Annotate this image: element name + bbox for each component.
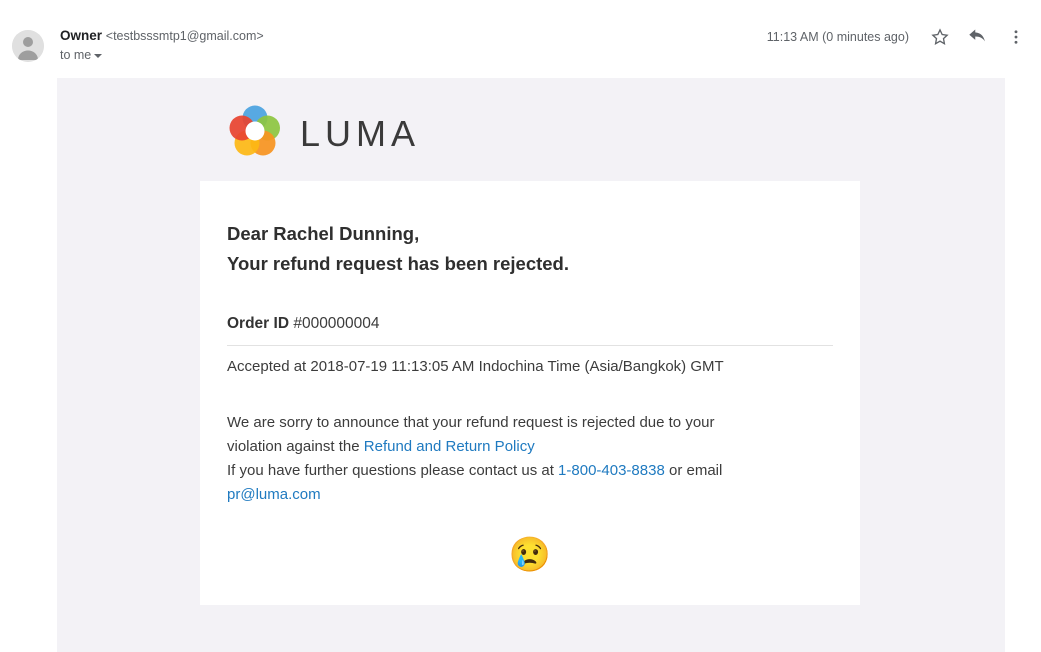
email-card xyxy=(200,181,860,605)
recipient-row[interactable] xyxy=(60,48,264,62)
order-id-value: #000000004 xyxy=(293,315,380,332)
luma-ring-logo-icon xyxy=(226,102,284,165)
support-email-link[interactable]: pr@luma.com xyxy=(227,486,321,503)
sad-face-emoji: 😢 xyxy=(508,536,552,574)
star-icon[interactable] xyxy=(929,26,951,48)
chevron-down-icon[interactable] xyxy=(94,54,102,58)
message-line-4 xyxy=(227,483,833,507)
order-row xyxy=(227,315,833,346)
greeting-line-2: Your refund request has been rejected. xyxy=(227,253,569,274)
message-line-3 xyxy=(227,459,833,483)
brand-logo xyxy=(226,102,420,165)
message-line-2 xyxy=(227,435,833,459)
phone-link[interactable]: 1-800-403-8838 xyxy=(558,462,665,479)
header-actions xyxy=(767,26,1027,48)
message-line-1: We are sorry to announce that your refund request is rejected due to your xyxy=(227,414,715,431)
email-message xyxy=(227,411,833,507)
message-line-3-text: If you have further questions please contact us at xyxy=(227,462,559,479)
sender-block xyxy=(60,27,264,62)
avatar xyxy=(12,30,44,62)
recipient-label: to me xyxy=(60,48,92,62)
user-avatar-icon xyxy=(12,30,44,62)
sender-email[interactable]: <testbsssmtp1@gmail.com> xyxy=(105,29,264,43)
refund-return-policy-link[interactable]: Refund and Return Policy xyxy=(363,438,535,455)
timestamp: 11:13 AM (0 minutes ago) xyxy=(766,30,909,44)
accepted-timestamp: Accepted at 2018-07-19 11:13:05 AM Indochina Time (Asia/Bangkok) GMT xyxy=(227,358,724,375)
logo-text: LUMA xyxy=(300,112,421,154)
reply-icon[interactable] xyxy=(967,26,989,48)
more-options-icon[interactable] xyxy=(1005,26,1027,48)
email-body xyxy=(57,78,1005,652)
message-line-3-tail: or email xyxy=(664,462,723,479)
greeting-line-1: Dear Rachel Dunning, xyxy=(227,223,420,244)
message-line-2-text: violation against the xyxy=(227,438,364,455)
order-id-label: Order ID xyxy=(227,315,290,332)
sender-name: Owner xyxy=(60,28,103,43)
email-header xyxy=(0,0,1041,78)
